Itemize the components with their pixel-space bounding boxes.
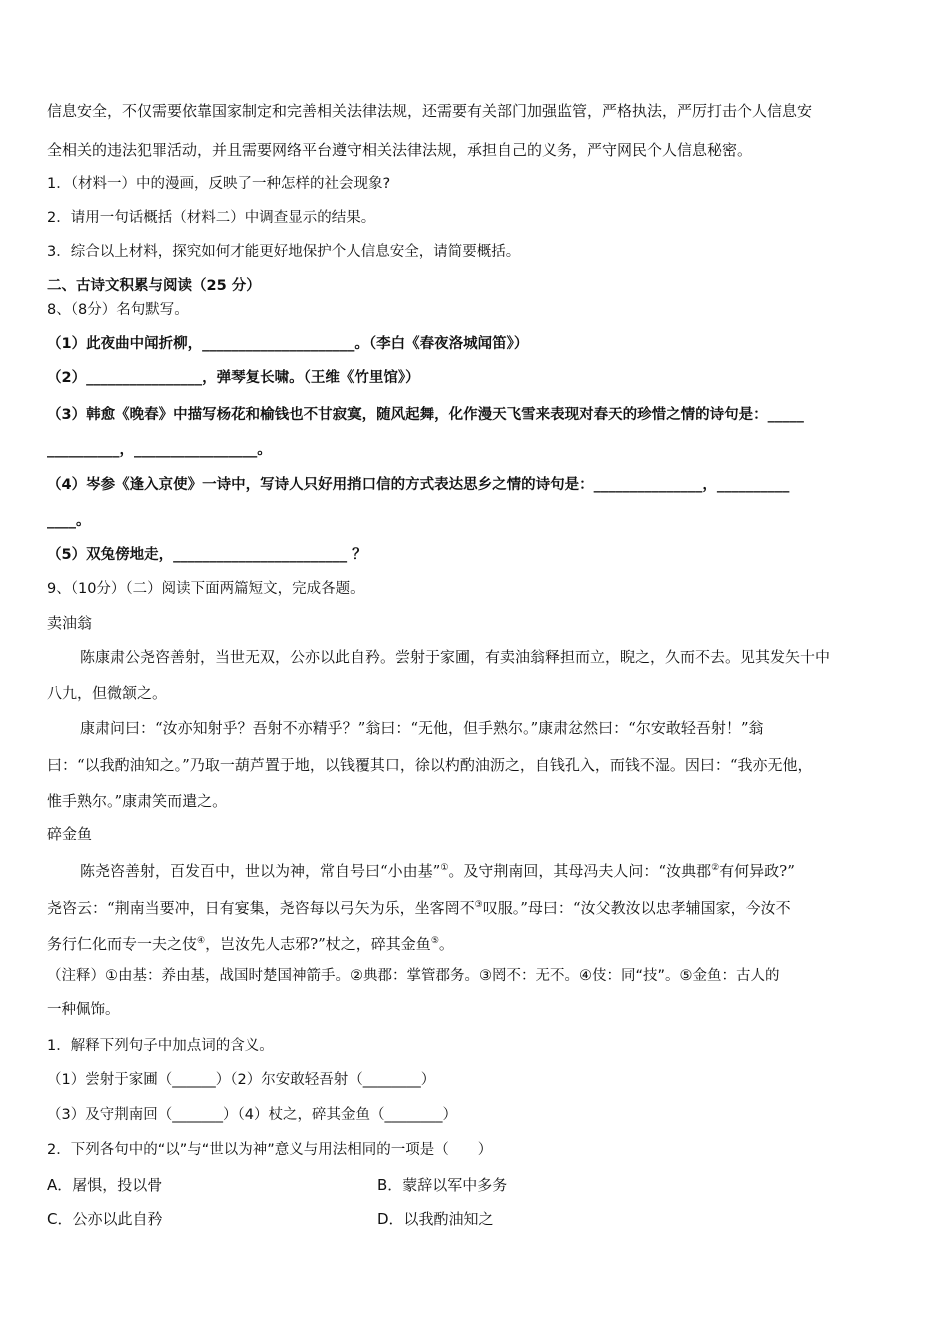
q9-sub-2: 2．下列各句中的“以”与“世以为神”意义与用法相同的一项是（ ） — [47, 1142, 493, 1158]
p3c-text-1: 务行仁化而专一夫之伎 — [47, 935, 198, 953]
q9-sub-1-row-2: （3）及守荆南回（_______）（4）杖之，碎其金鱼（________） — [47, 1107, 457, 1123]
p3a-text-2: 。及守荆南回，其母冯夫人问：“汝典郡 — [448, 862, 712, 880]
material-paragraph-line-1: 信息安全，不仅需要依靠国家制定和完善相关法律法规，还需要有关部门加强监管，严格执法，严厉打击个人信息安 — [47, 102, 813, 120]
passage-1-para-1-line-2: 八九，但微颔之。 — [47, 684, 168, 702]
q8-item-2: （2）________________，弹琴复长啸。（王维《竹里馆》） — [47, 370, 420, 386]
material-paragraph-line-2: 全相关的违法犯罪活动，并且需要网络平台遵守相关法律法规，承担自己的义务，严守网民个人信息秘密。 — [47, 141, 753, 159]
q9-sub-1-row-1: （1）尝射于家圃（______）（2）尔安敢轻吾射（________） — [47, 1072, 436, 1088]
q9-header: 9、（10分）（二）阅读下面两篇短文，完成各题。 — [47, 581, 365, 597]
section-2-title: 二、古诗文积累与阅读（25 分） — [47, 278, 261, 294]
note-mark-3: ③ — [474, 900, 483, 910]
option-d: D．以我酌油知之 — [377, 1210, 494, 1228]
passage-1-para-2-line-2: 曰：“以我酌油知之。”乃取一葫芦置于地，以钱覆其口，徐以杓酌油沥之，自钱孔入，而钱不湿。因曰：“我亦无他， — [47, 756, 813, 774]
passage-2-line-2 — [47, 895, 910, 918]
q8-header-text: 8、（8分）名句默写。 — [47, 302, 189, 318]
q8-item-3-line-2: __________，_________________。 — [47, 442, 272, 458]
q9-sub-1: 1．解释下列句子中加点词的含义。 — [47, 1038, 274, 1054]
q8-item-3-line-1: （3）韩愈《晚春》中描写杨花和榆钱也不甘寂寞，随风起舞，化作漫天飞雪来表现对春天的珍惜之情的诗句是：_____ — [47, 407, 804, 423]
note-mark-2: ② — [711, 863, 720, 873]
p3b-text-2: 叹服。”母曰：“汝父教汝以忠孝辅国家，今汝不 — [482, 899, 791, 917]
passage-2-line-1 — [80, 858, 910, 881]
q8-item-4-line-2: ____。 — [47, 513, 91, 529]
passage-2-title: 碎金鱼 — [47, 825, 93, 843]
option-b: B．蒙辞以军中多务 — [377, 1176, 508, 1194]
question-2: 2．请用一句话概括（材料二）中调查显示的结果。 — [47, 210, 376, 226]
annotation-line-2: 一种佩饰。 — [47, 1002, 120, 1018]
p3c-text-3: 。 — [438, 935, 454, 953]
q8-item-5: （5）双兔傍地走，________________________ ？ — [47, 547, 367, 563]
p3b-text-1: 尧咨云：“荆南当要冲，日有宴集，尧咨每以弓矢为乐，坐客罔不 — [47, 899, 475, 917]
note-mark-5: ⑤ — [430, 936, 439, 946]
question-3: 3．综合以上材料，探究如何才能更好地保护个人信息安全，请简要概括。 — [47, 244, 521, 260]
q8-header — [47, 300, 910, 320]
option-c: C．公亦以此自矜 — [47, 1210, 163, 1228]
p3a-text-3: 有何异政?” — [719, 862, 795, 880]
passage-1-title: 卖油翁 — [47, 614, 93, 632]
passage-1-para-2-line-1: 康肃问曰：“汝亦知射乎？吾射不亦精乎？”翁曰：“无他，但手熟尔。”康肃忿然曰：“尔安敢轻吾射！”翁 — [80, 719, 764, 737]
annotation-line-1: （注释）①由基：养由基，战国时楚国神箭手。②典郡：掌管郡务。③罔不：无不。④伎：同“技”。⑤金鱼：古人的 — [47, 968, 780, 984]
note-mark-4: ④ — [197, 936, 206, 946]
note-mark-1: ① — [440, 863, 449, 873]
q8-item-1: （1）此夜曲中闻折柳，_____________________。（李白《春夜洛城闻笛》） — [47, 336, 529, 352]
passage-2-line-3 — [47, 931, 910, 954]
question-1: 1．（材料一）中的漫画，反映了一种怎样的社会现象? — [47, 176, 391, 192]
q8-item-4-line-1: （4）岑参《逢入京使》一诗中，写诗人只好用捎口信的方式表达思乡之情的诗句是：_______________，__________ — [47, 477, 790, 493]
p3a-text-1: 陈尧咨善射，百发百中，世以为神，常自号曰“小由基” — [80, 862, 441, 880]
passage-1-para-2-line-3: 惟手熟尔。”康肃笑而遣之。 — [47, 792, 228, 810]
passage-1-para-1-line-1: 陈康肃公尧咨善射，当世无双，公亦以此自矜。尝射于家圃，有卖油翁释担而立，睨之，久而不去。见其发矢十中 — [80, 648, 831, 666]
p3c-text-2: ，岂汝先人志邪?”杖之，碎其金鱼 — [205, 935, 431, 953]
option-a: A．屠惧，投以骨 — [47, 1176, 163, 1194]
